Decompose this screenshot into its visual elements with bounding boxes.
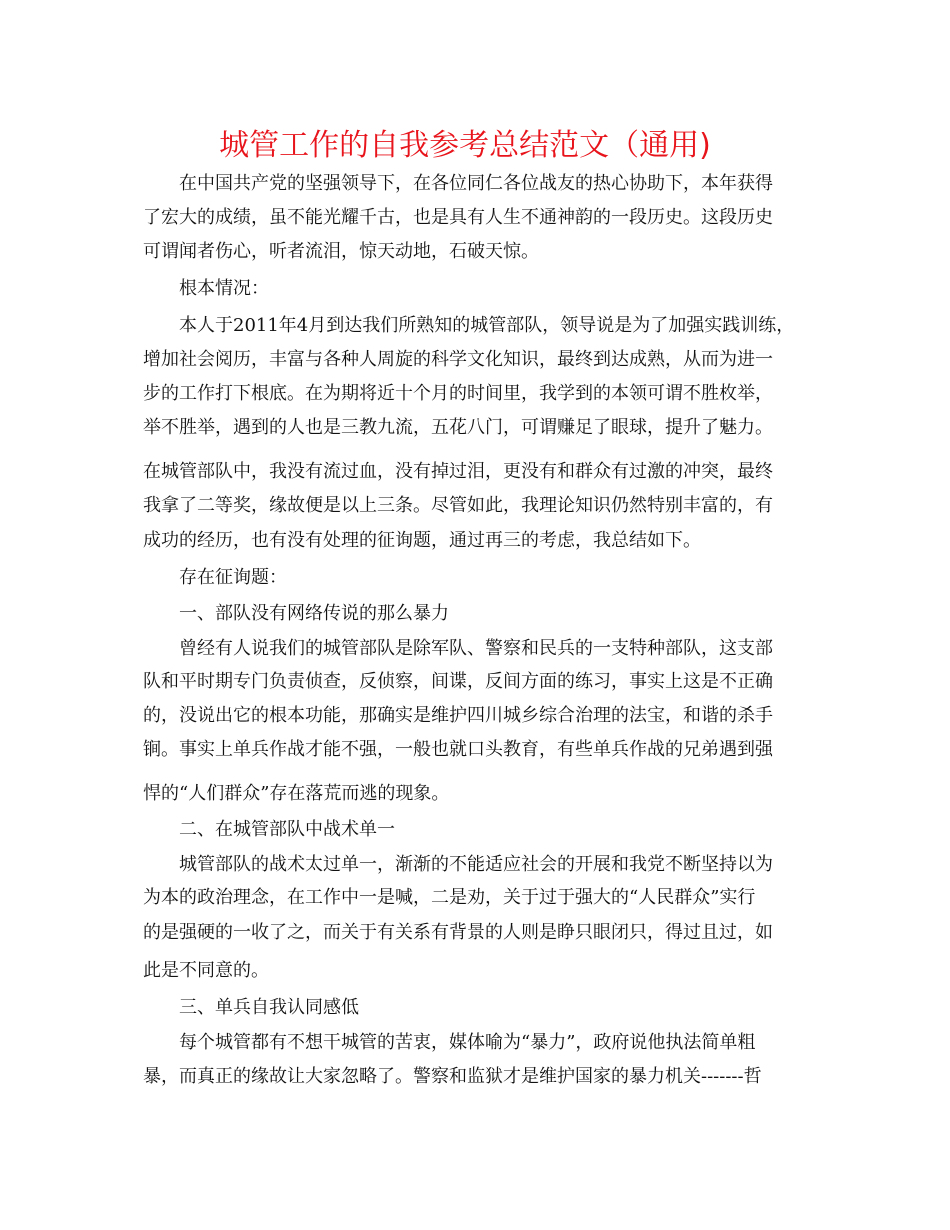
paragraph-line: 曾经有人说我们的城管部队是除军队、警察和民兵的一支特种部队，这支部: [179, 638, 773, 659]
document-title: 城管工作的自我参考总结范文（通用): [219, 128, 711, 163]
paragraph-line: 举不胜举，遇到的人也是三教九流，五花八门，可谓赚足了眼球，提升了魅力。: [143, 417, 773, 438]
paragraph-line: 为本的政治理念，在工作中一是喊，二是劝，关于过于强大的“人民群众”实行: [143, 887, 756, 908]
section-heading: 根本情况：: [179, 278, 269, 299]
paragraph-line: 了宏大的成绩，虽不能光耀千古，也是具有人生不通神韵的一段历史。这段历史: [143, 207, 773, 228]
paragraph-line: 在城管部队中，我没有流过血，没有掉过泪，更没有和群众有过激的冲突，最终: [143, 461, 773, 482]
paragraph-line: 步的工作打下根底。在为期将近十个月的时间里，我学到的本领可谓不胜枚举，: [143, 383, 773, 404]
section-heading: 一、部队没有网络传说的那么暴力: [179, 603, 449, 624]
paragraph-line: 成功的经历，也有没有处理的征询题，通过再三的考虑，我总结如下。: [143, 530, 701, 551]
paragraph-line: 暴，而真正的缘故让大家忽略了。警察和监狱才是维护国家的暴力机关-------哲: [143, 1066, 762, 1087]
paragraph-line: 城管部队的战术太过单一，渐渐的不能适应社会的开展和我党不断坚持以为: [179, 854, 773, 875]
paragraph-line: 此是不同意的。: [143, 960, 269, 981]
paragraph-line: 锏。事实上单兵作战才能不强，一般也就口头教育，有些单兵作战的兄弟遇到强: [143, 739, 773, 760]
paragraph-line: 的是强硬的一收了之，而关于有关系有背景的人则是睁只眼闭只，得过且过，如: [143, 922, 773, 943]
paragraph-line: 每个城管都有不想干城管的苦衷，媒体喻为“暴力”，政府说他执法简单粗: [179, 1032, 756, 1053]
paragraph-line: 本人于2011年4月到达我们所熟知的城管部队，领导说是为了加强实践训练，: [179, 315, 795, 336]
paragraph-line: 的，没说出它的根本功能，那确实是维护四川城乡综合治理的法宝，和谐的杀手: [143, 705, 773, 726]
paragraph-line: 队和平时期专门负责侦查，反侦察，间谍，反间方面的练习，事实上这是不正确: [143, 671, 773, 692]
section-heading: 存在征询题：: [179, 567, 287, 588]
section-heading: 三、单兵自我认同感低: [179, 997, 359, 1018]
paragraph-line: 悍的“人们群众”存在落荒而逃的现象。: [143, 783, 450, 804]
paragraph-line: 在中国共产党的坚强领导下，在各位同仁各位战友的热心协助下，本年获得: [179, 173, 773, 194]
paragraph-line: 我拿了二等奖，缘故便是以上三条。尽管如此，我理论知识仍然特别丰富的，有: [143, 495, 773, 516]
section-heading: 二、在城管部队中战术单一: [179, 819, 395, 840]
paragraph-line: 可谓闻者伤心，听者流泪，惊天动地，石破天惊。: [143, 241, 539, 262]
paragraph-line: 增加社会阅历，丰富与各种人周旋的科学文化知识，最终到达成熟，从而为进一: [143, 349, 773, 370]
